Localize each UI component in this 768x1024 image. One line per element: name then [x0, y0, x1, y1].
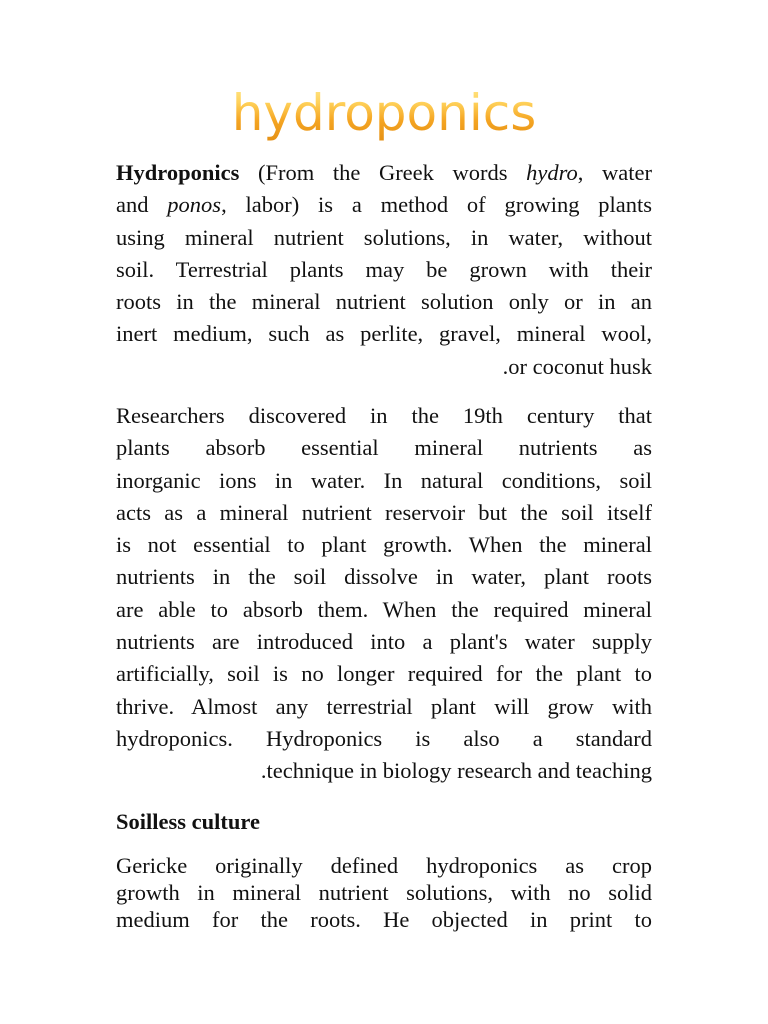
- paragraph-line: inert medium, such as perlite, gravel, mineral wool,: [116, 321, 652, 347]
- paragraph-line: nutrients in the soil dissolve in water, plant roots: [116, 564, 652, 590]
- paragraph-line: are able to absorb them. When the required mineral: [116, 596, 652, 622]
- paragraph-line: plants absorb essential mineral nutrients as: [116, 435, 652, 461]
- paragraph-line: inorganic ions in water. In natural conditions, soil: [116, 467, 652, 493]
- paragraph-line: .or coconut husk: [502, 353, 652, 379]
- lead-term: Hydroponics: [116, 160, 240, 185]
- soilless-paragraph: [116, 852, 652, 934]
- section-heading: Soilless culture: [116, 809, 260, 834]
- term-hydro: hydro: [526, 160, 578, 185]
- text-fragment: , water: [577, 160, 652, 185]
- paragraph-line: roots in the mineral nutrient solution only or in an: [116, 289, 652, 315]
- paragraph-line: hydroponics. Hydroponics is also a standard: [116, 725, 652, 751]
- paragraph-line: Gericke originally defined hydroponics as crop: [116, 853, 652, 878]
- text-fragment: (From the Greek words: [239, 160, 527, 185]
- paragraph-line: Researchers discovered in the 19th century that: [116, 403, 652, 428]
- paragraph-line: is not essential to plant growth. When the mineral: [116, 532, 652, 558]
- text-fragment: , labor) is a method of growing plants: [221, 192, 652, 218]
- paragraph-line: using mineral nutrient solutions, in water, without: [116, 224, 652, 250]
- term-ponos: ponos: [167, 192, 222, 218]
- paragraph-line: growth in mineral nutrient solutions, with no solid: [116, 880, 652, 906]
- paragraph-line: soil. Terrestrial plants may be grown with their: [116, 256, 652, 282]
- research-paragraph: [116, 403, 652, 791]
- paragraph-line: [116, 192, 652, 224]
- paragraph-line: nutrients are introduced into a plant's water supply: [116, 629, 652, 655]
- paragraph-line: .technique in biology research and teaching: [260, 758, 652, 784]
- paragraph-line: [116, 160, 652, 192]
- paragraph-line: thrive. Almost any terrestrial plant will grow with: [116, 693, 652, 719]
- text-fragment: and: [116, 192, 168, 218]
- paragraph-line: artificially, soil is no longer required for the plant to: [116, 661, 652, 687]
- paragraph-line: acts as a mineral nutrient reservoir but the soil itself: [116, 499, 652, 525]
- document-title: hydroponics: [0, 78, 768, 148]
- paragraph-line: medium for the roots. He objected in print to: [116, 907, 652, 933]
- intro-paragraph: [116, 160, 652, 386]
